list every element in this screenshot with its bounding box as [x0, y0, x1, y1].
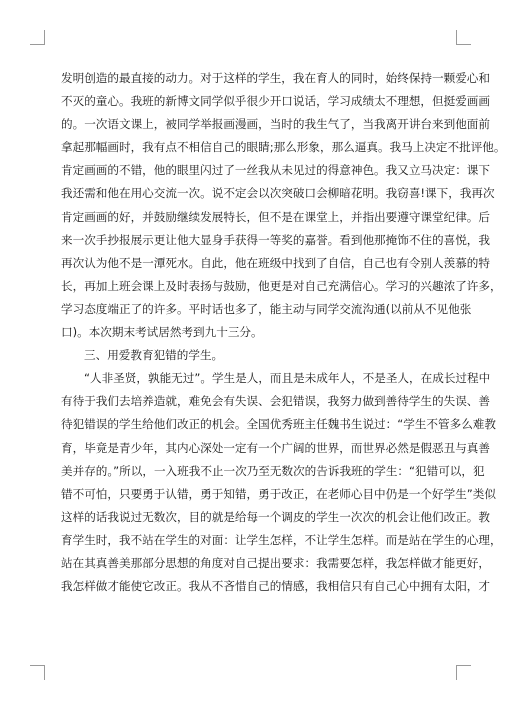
body-text: [61, 67, 505, 598]
text-line: 肯定画画的不错，他的眼里闪过了一丝我从未见过的得意神色。我又立马决定：课下: [61, 163, 490, 178]
text-line: 美并存的。”所以，一入班我不止一次乃至无数次的告诉我班的学生：“犯错可以，犯: [61, 463, 485, 478]
crop-mark-top-right: [456, 30, 471, 45]
text-line: 我还需和他在用心交流一次。说不定会以次突破口会柳暗花明。我窃喜!课下，我再次: [61, 186, 495, 201]
text-line: 有待于我们去培养造就，难免会有失误、会犯错误，我努力做到善待学生的失误、善: [61, 394, 490, 409]
text-line: 口)。本次期末考试居然考到九十三分。: [61, 325, 263, 340]
text-line: 再次认为他不是一潭死水。自此，他在班级中找到了自信，自己也有令别人羡慕的特: [61, 255, 490, 270]
text-line: 育，毕竟是青少年，其内心深处一定有一个广阔的世界，而世界必然是假恶丑与真善: [61, 440, 490, 455]
text-line: 待犯错误的学生给他们改正的机会。全国优秀班主任魏书生说过：“学生不管多么难教: [61, 417, 496, 432]
text-line: 来一次手抄报展示更让他大显身手获得一等奖的嘉誉。看到他那掩饰不住的喜悦，我: [61, 232, 490, 247]
text-line: 拿起那幅画时，我有点不相信自己的眼睛;那么形象，那么逼真。我马上决定不批评他。: [61, 140, 505, 155]
text-line: “人非圣贤，孰能无过”。学生是人，而且是未成年人，不是圣人，在成长过程中: [84, 371, 491, 386]
text-line: 这样的话我说过无数次，目的就是给每一个调皮的学生一次次的机会让他们改正。教: [61, 509, 490, 524]
crop-mark-top-left: [30, 30, 45, 45]
text-line: 肯定画画的好，并鼓励继续发展特长，但不是在课堂上，并指出要遵守课堂纪律。后: [61, 209, 490, 224]
text-line: 的。一次语文课上，被同学举报画漫画，当时的我生气了，当我离开讲台来到他面前: [61, 117, 490, 132]
text-line: 三、用爱教育犯错的学生。: [84, 348, 224, 363]
crop-mark-bottom-right: [456, 665, 471, 680]
text-line: 不灭的童心。我班的新博文同学似乎很少开口说话，学习成绩太不理想，但挺爱画画: [61, 94, 490, 109]
text-line: 错不可怕，只要勇于认错，勇于知错，勇于改正，在老师心目中仍是一个好学生”类似: [61, 486, 496, 501]
crop-mark-bottom-left: [30, 665, 45, 680]
text-line: 育学生时，我不站在学生的对面：让学生怎样，不让学生怎样。而是站在学生的心理，: [61, 532, 502, 547]
text-line: 站在其真善美那部分思想的角度对自己提出要求：我需要怎样，我怎样做才能更好，: [61, 555, 490, 570]
text-line: 我怎样做才能使它改正。我从不吝惜自己的情感，我相信只有自己心中拥有太阳，才: [61, 579, 490, 594]
text-line: 发明创造的最直接的动力。对于这样的学生，我在育人的同时，始终保持一颗爱心和: [61, 71, 490, 85]
text-line: 学习态度端正了的许多。平时话也多了，能主动与同学交流沟通(以前从不见他张: [61, 301, 472, 316]
text-line: 长，再加上班会课上及时表扬与鼓励，他更是对自己充满信心。学习的兴趣浓了许多，: [61, 278, 502, 293]
